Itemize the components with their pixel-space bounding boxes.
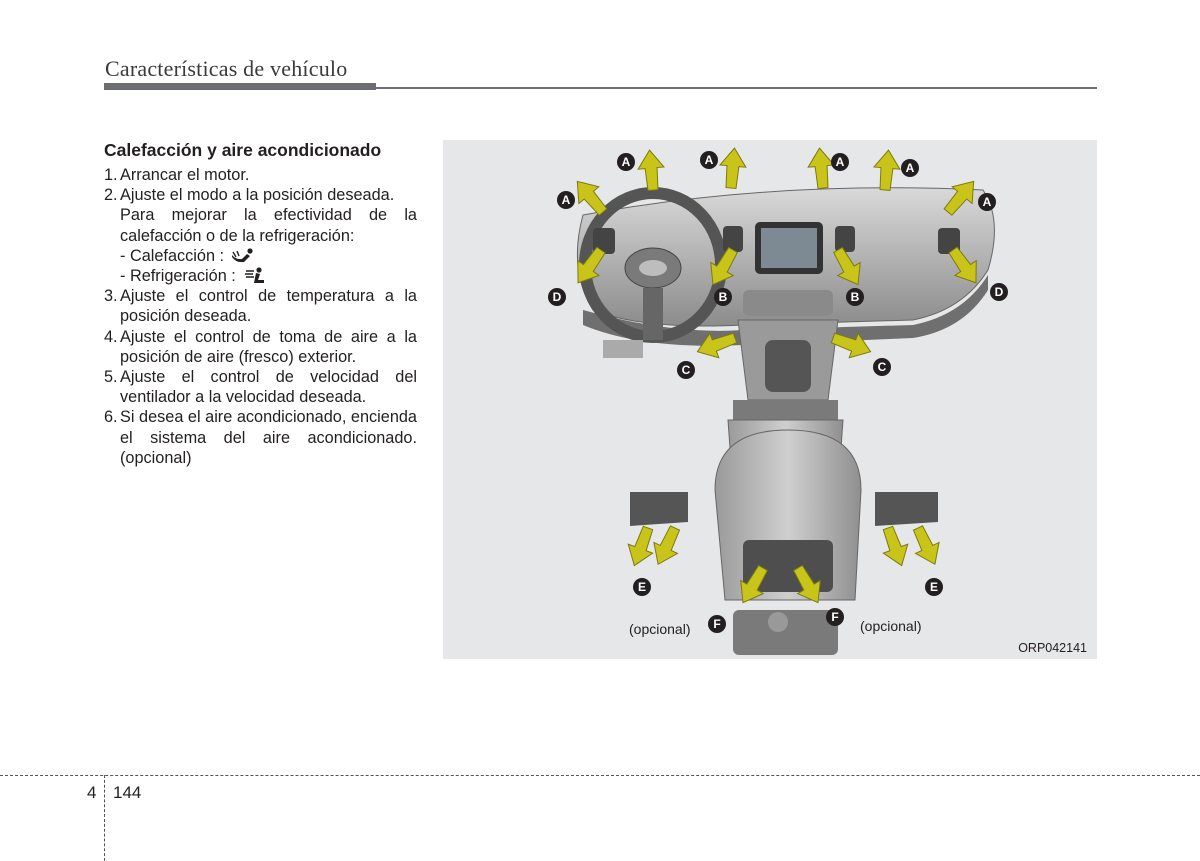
- chapter-number: 4: [87, 783, 97, 802]
- step-2: [104, 185, 417, 205]
- cooling-label: - Refrigeración :: [120, 267, 236, 286]
- step-3: [104, 286, 417, 326]
- svg-text:E: E: [637, 580, 647, 594]
- face-vent-mode-icon: [242, 266, 268, 286]
- header-bar: [104, 83, 376, 90]
- heating-label: - Calefacción :: [120, 246, 225, 265]
- step-text: Ajuste el modo a la posición deseada.: [120, 186, 395, 205]
- right-rear-seat-vent: [875, 492, 938, 526]
- step-number: 2.: [104, 186, 118, 205]
- step-number: 1.: [104, 166, 118, 184]
- step-number: 4.: [104, 327, 118, 346]
- svg-text:D: D: [994, 285, 1004, 299]
- left-optional-label: (opcional): [629, 621, 691, 637]
- step-1: [104, 165, 417, 185]
- step-4: [104, 327, 417, 367]
- header-rule: [376, 87, 1097, 89]
- figure-code: ORP042141: [1018, 641, 1087, 655]
- vent-diagram: [443, 140, 1097, 659]
- step-text: Ajuste el control de toma de aire a la posición de aire (fresco) exterior.: [120, 327, 417, 366]
- svg-text:C: C: [877, 360, 887, 374]
- left-rear-seat-vent: [630, 492, 688, 526]
- step-6: [104, 407, 417, 468]
- section-content: [104, 139, 417, 468]
- svg-text:A: A: [982, 195, 992, 209]
- footer-rule: [0, 775, 1200, 776]
- svg-text:E: E: [929, 580, 939, 594]
- step-5: [104, 367, 417, 407]
- step-text: Arrancar el motor.: [120, 166, 250, 184]
- floor-vent-mode-icon: [230, 248, 256, 264]
- svg-text:C: C: [681, 363, 691, 377]
- svg-text:A: A: [621, 155, 631, 169]
- step-number: 6.: [104, 408, 118, 427]
- footer-divider: [104, 775, 105, 861]
- step-2-note: Para mejorar la efectividad de la calefacción o de la refrigeración:: [120, 206, 417, 245]
- heating-mode: [104, 246, 417, 266]
- svg-text:A: A: [561, 193, 571, 207]
- cooling-mode: [104, 266, 417, 286]
- section-title: Calefacción y aire acondicionado: [104, 140, 382, 160]
- step-text: Si desea el aire acondicionado, encienda el sistema del aire acondicionado. (opcional): [120, 408, 417, 467]
- vent-illustration: [443, 140, 1097, 659]
- svg-text:D: D: [552, 290, 562, 304]
- step-text: Ajuste el control de temperatura a la posición deseada.: [120, 287, 417, 326]
- svg-text:B: B: [850, 290, 860, 304]
- svg-text:A: A: [835, 155, 845, 169]
- svg-text:A: A: [905, 161, 915, 175]
- svg-text:F: F: [713, 617, 721, 631]
- svg-text:B: B: [718, 290, 728, 304]
- step-number: 5.: [104, 368, 118, 387]
- header-title: Características de vehículo: [105, 56, 348, 81]
- page-number: 144: [113, 783, 142, 802]
- svg-text:F: F: [831, 610, 839, 624]
- step-text: Ajuste el control de velocidad del ventilador a la velocidad deseada.: [120, 368, 417, 407]
- svg-text:A: A: [704, 153, 714, 167]
- step-number: 3.: [104, 287, 118, 306]
- right-optional-label: (opcional): [860, 618, 922, 634]
